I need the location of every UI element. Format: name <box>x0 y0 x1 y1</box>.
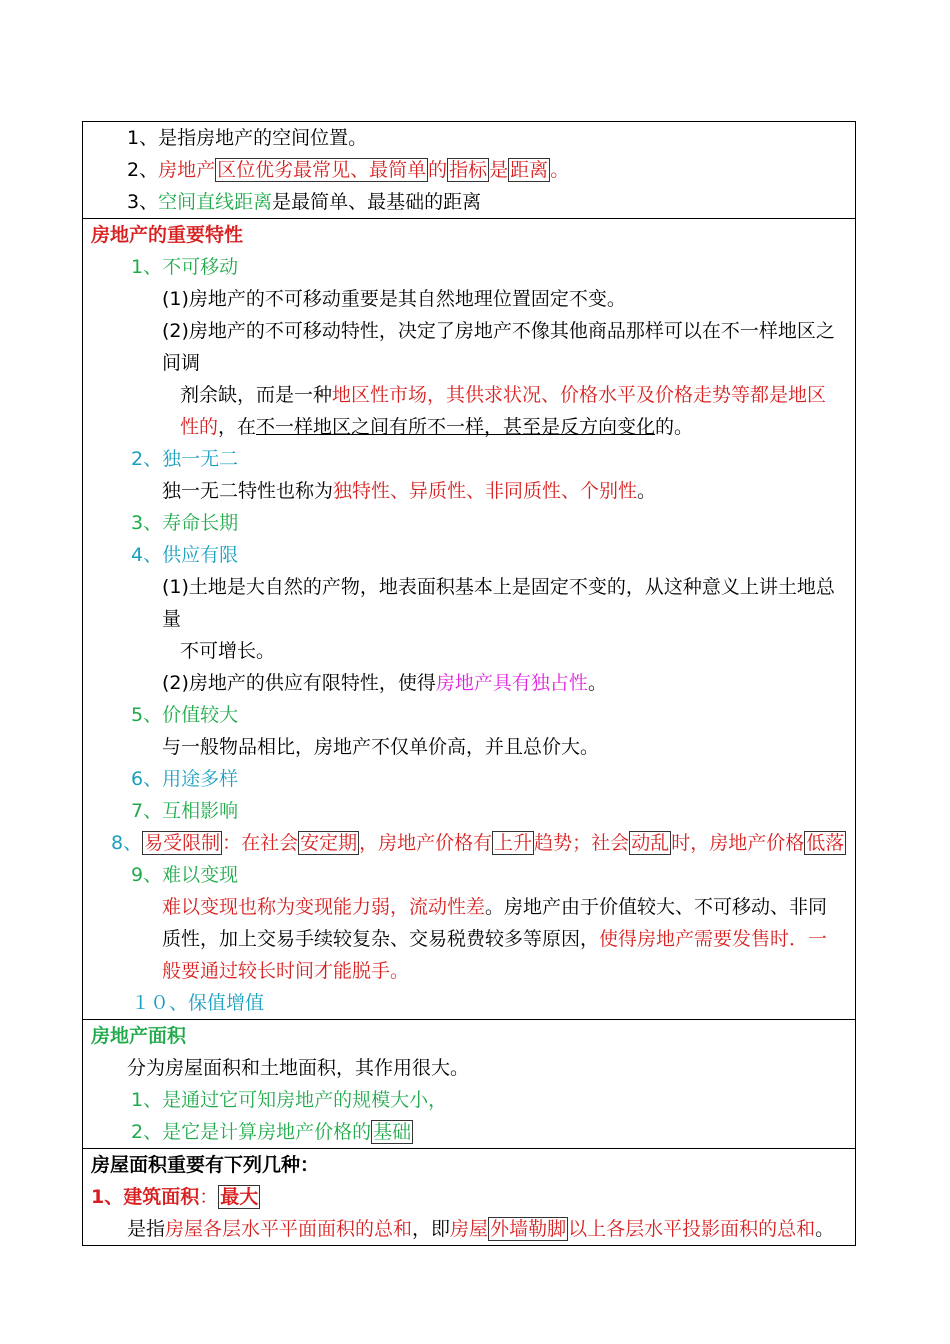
section-heading: 房地产的重要特性 <box>91 224 244 246</box>
boxed-term: 易受限制 <box>144 832 221 854</box>
section-characteristics <box>83 218 855 1019</box>
boxed-term: 动乱 <box>631 832 670 854</box>
paragraph: 分为房屋面积和土地面积，其作用很大。 <box>127 1057 470 1079</box>
section-heading: 房屋面积重要有下列几种： <box>91 1154 320 1176</box>
paragraph: (2)房地产的不可移动特性，决定了房地产不像其他商品那样可以在不一样地区之 <box>162 320 835 342</box>
paragraph: 难以变现也称为变现能力弱，流动性差。房地产由于价值较大、不可移动、非同 <box>162 896 828 918</box>
list-item: 1、是通过它可知房地产的规模大小， <box>131 1089 448 1111</box>
boxed-term: 基础 <box>373 1121 412 1143</box>
paragraph: 不可增长。 <box>180 640 276 662</box>
location-line-3: 3、空间直线距离是最简单、最基础的距离 <box>127 191 482 213</box>
list-item: 2、是它是计算房地产价格的 基础 <box>131 1121 412 1143</box>
list-item: 1、建筑面积： 最大 <box>91 1186 259 1208</box>
boxed-term: 最大 <box>220 1186 259 1208</box>
feature-title: 3、寿命长期 <box>131 512 239 534</box>
feature-title: １０、保值增值 <box>131 992 265 1014</box>
feature-title: 7、互相影响 <box>131 800 239 822</box>
feature-title: 2、独一无二 <box>131 448 239 470</box>
paragraph: 般要通过较长时间才能脱手。 <box>162 960 410 982</box>
section-area <box>83 1019 855 1148</box>
boxed-term: 指标 <box>449 159 488 181</box>
paragraph: (1)土地是大自然的产物，地表面积基本上是固定不变的，从这种意义上讲土地总 <box>162 576 835 598</box>
location-line-1: 1、是指房地产的空间位置。 <box>127 127 368 149</box>
feature-title: 8、 易受限制 ：在社会 安定期 ，房地产价格有 上升 趋势；社会 动乱 时，房地产价格 低落 <box>111 832 845 854</box>
feature-title: 9、难以变现 <box>131 864 239 886</box>
section-heading: 房地产面积 <box>91 1025 187 1047</box>
paragraph: 间调 <box>162 352 201 374</box>
paragraph: 与一般物品相比，房地产不仅单价高，并且总价大。 <box>162 736 600 758</box>
paragraph: (1)房地产的不可移动重要是其自然地理位置固定不变。 <box>162 288 626 310</box>
paragraph: 质性，加上交易手续较复杂、交易税费较多等原因，使得房地产需要发售时．一 <box>162 928 828 950</box>
paragraph: 是指房屋各层水平平面面积的总和，即房屋 外墙勒脚 以上各层水平投影面积的总和。 <box>127 1218 835 1240</box>
location-line-2: 2、房地产 区位优劣最常见、最简单 的 指标 是 距离 。 <box>127 159 570 181</box>
paragraph: (2)房地产的供应有限特性，使得房地产具有独占性。 <box>162 672 607 694</box>
boxed-term: 外墙勒脚 <box>490 1218 567 1240</box>
section-building-area <box>83 1148 855 1245</box>
paragraph: 性的，在不一样地区之间有所不一样，甚至是反方向变化的。 <box>180 416 694 438</box>
feature-title: 6、用途多样 <box>131 768 239 790</box>
content-table <box>82 121 856 1246</box>
boxed-term: 距离 <box>510 159 549 181</box>
feature-title: 1、不可移动 <box>131 256 239 278</box>
boxed-term: 上升 <box>494 832 533 854</box>
paragraph: 量 <box>162 608 182 630</box>
paragraph: 独一无二特性也称为独特性、异质性、非同质性、个别性。 <box>162 480 657 502</box>
feature-title: 5、价值较大 <box>131 704 239 726</box>
feature-title: 4、供应有限 <box>131 544 239 566</box>
section-location <box>83 122 855 218</box>
boxed-term: 低落 <box>806 832 845 854</box>
boxed-term: 安定期 <box>300 832 358 854</box>
paragraph: 剂余缺，而是一种地区性市场，其供求状况、价格水平及价格走势等都是地区 <box>180 384 827 406</box>
boxed-term: 区位优劣最常见、最简单 <box>217 159 427 181</box>
